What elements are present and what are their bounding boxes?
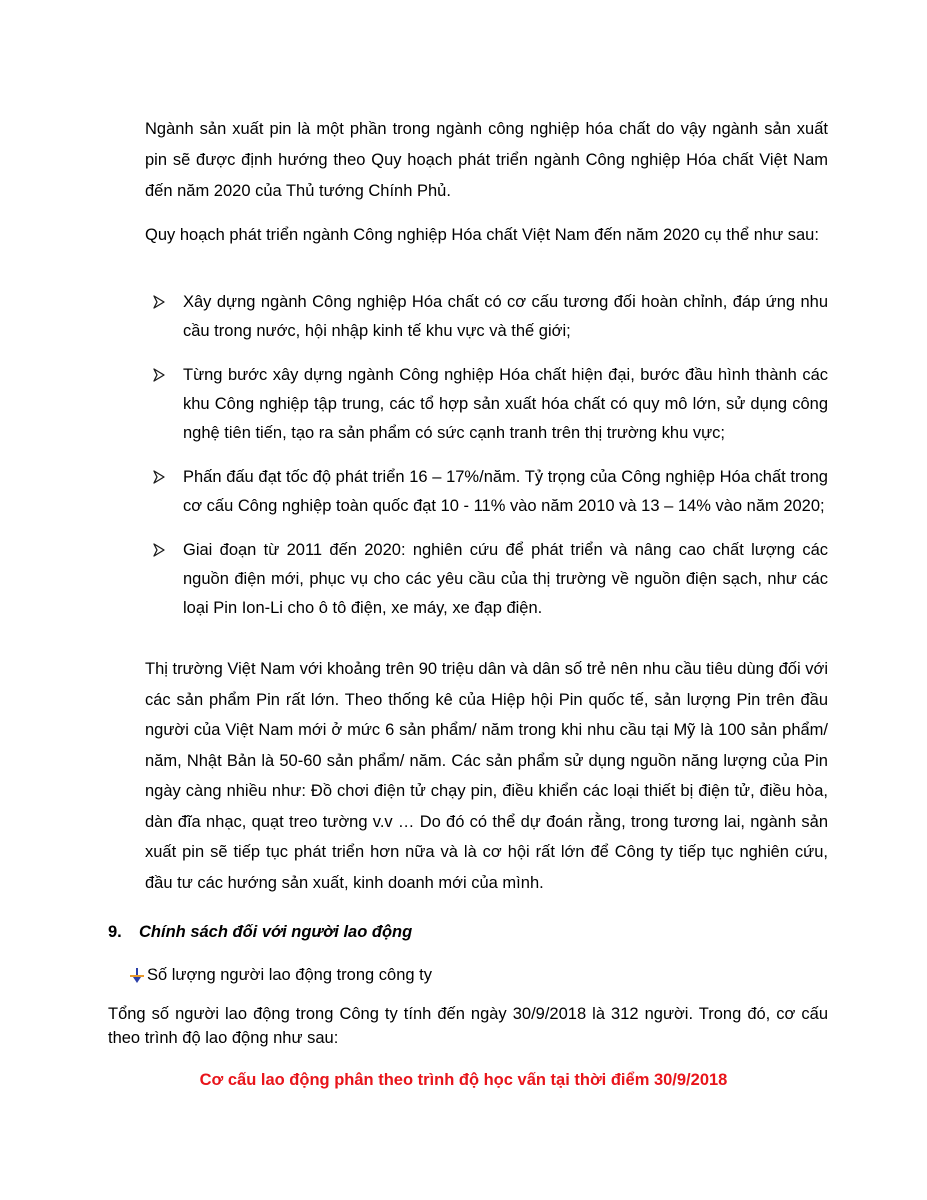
- arrow-bullet-icon: [152, 295, 166, 309]
- list-item-text: Xây dựng ngành Công nghiệp Hóa chất có cơ cấu tương đối hoàn chỉnh, đáp ứng nhu cầu trong nước, hội nhập kinh tế khu vực và thế giới;: [183, 293, 828, 340]
- section-title: Chính sách đối với người lao động: [139, 923, 413, 941]
- subsection-heading: [127, 961, 432, 989]
- plan-intro-paragraph: Quy hoạch phát triển ngành Công nghiệp Hóa chất Việt Nam đến năm 2020 cụ thể như sau:: [145, 226, 819, 244]
- total-workers-paragraph: Tổng số người lao động trong Công ty tính đến ngày 30/9/2018 là 312 người. Trong đó, cơ cấu theo trình độ lao động như sau:: [108, 1005, 828, 1047]
- subsection-title: Số lượng người lao động trong công ty: [147, 966, 432, 984]
- list-item-text: Giai đoạn từ 2011 đến 2020: nghiên cứu để phát triển và nâng cao chất lượng các nguồn điện mới, phục vụ cho các yêu cầu của thị trường về nguồn điện sạch, như các loại Pin Ion-Li cho ô tô điện, xe máy, xe đạp điện.: [183, 541, 828, 617]
- intro-paragraph: Ngành sản xuất pin là một phần trong ngành công nghiệp hóa chất do vậy ngành sản xuất pin sẽ được định hướng theo Quy hoạch phát triển ngành Công nghiệp Hóa chất Việt Nam đến năm 2020 của Thủ tướng Chính Phủ.: [145, 120, 828, 200]
- table-caption: Cơ cấu lao động phân theo trình độ học vấn tại thời điểm 30/9/2018: [199, 1071, 728, 1089]
- list-item: [152, 463, 828, 521]
- arrow-bullet-icon: [152, 543, 166, 557]
- list-item: [152, 288, 828, 346]
- list-item: [152, 361, 828, 448]
- plan-bullet-list: [152, 288, 828, 638]
- market-paragraph: Thị trường Việt Nam với khoảng trên 90 triệu dân và dân số trẻ nên nhu cầu tiêu dùng đối với các sản phẩm Pin rất lớn. Theo thống kê của Hiệp hội Pin quốc tế, sản lượng Pin trên đầu người của Việt Nam mới ở mức 6 sản phẩm/ năm trong khi nhu cầu tại Mỹ là 100 sản phẩm/ năm, Nhật Bản là 50-60 sản phẩm/ năm. Các sản phẩm sử dụng nguồn năng lượng của Pin ngày càng nhiều như: Đồ chơi điện tử chạy pin, điều khiển các loại thiết bị điện tử, điều hòa, dàn đĩa nhạc, quạt treo tường v.v … Do đó có thể dự đoán rằng, trong tương lai, ngành sản xuất pin sẽ tiếp tục phát triển hơn nữa và là cơ hội rất lớn để Công ty tiếp tục nghiên cứu, đầu tư các hướng sản xuất, kinh doanh mới của mình.: [145, 660, 828, 892]
- down-arrow-marker-icon: [127, 968, 147, 984]
- list-item-text: Từng bước xây dựng ngành Công nghiệp Hóa chất hiện đại, bước đầu hình thành các khu Công nghiệp tập trung, các tổ hợp sản xuất hóa chất có quy mô lớn, sử dụng công nghệ tiên tiến, tạo ra sản phẩm có sức cạnh tranh trên thị trường khu vực;: [183, 366, 828, 442]
- arrow-bullet-icon: [152, 368, 166, 382]
- list-item: [152, 536, 828, 623]
- section-heading: [108, 918, 412, 946]
- section-number: 9.: [108, 923, 122, 941]
- arrow-bullet-icon: [152, 470, 166, 484]
- list-item-text: Phấn đấu đạt tốc độ phát triển 16 – 17%/năm. Tỷ trọng của Công nghiệp Hóa chất trong cơ cấu Công nghiệp toàn quốc đạt 10 - 11% vào năm 2010 và 13 – 14% vào năm 2020;: [183, 468, 828, 515]
